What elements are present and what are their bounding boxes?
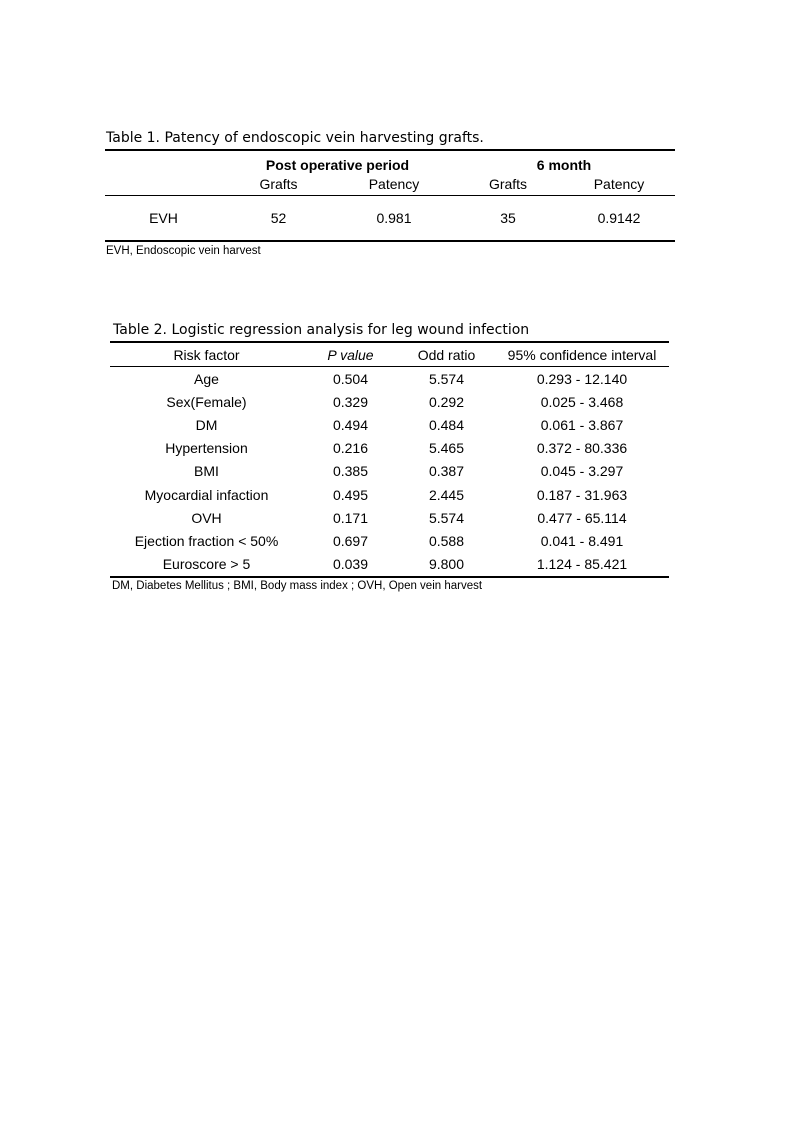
odd-ratio-cell: 0.387 bbox=[428, 463, 465, 480]
table-row bbox=[110, 437, 669, 460]
risk-factor-cell: BMI bbox=[194, 463, 219, 480]
subheader-patency: Patency bbox=[563, 173, 675, 196]
p-value-cell: 0.494 bbox=[332, 416, 369, 433]
odd-ratio-cell: 2.445 bbox=[428, 486, 465, 503]
subheader-patency: Patency bbox=[335, 173, 453, 196]
table-row bbox=[110, 413, 669, 436]
odd-ratio-cell: 0.292 bbox=[428, 393, 465, 410]
header-risk-factor: Risk factor bbox=[110, 342, 303, 367]
header-confidence-interval: 95% confidence interval bbox=[495, 342, 669, 367]
p-value-cell: 0.329 bbox=[332, 393, 369, 410]
table-row bbox=[105, 196, 675, 242]
header-p-value: P value bbox=[303, 342, 398, 367]
odd-ratio-cell: 5.574 bbox=[428, 509, 465, 526]
table1-subheader-row bbox=[105, 173, 675, 196]
odd-ratio-cell: 9.800 bbox=[428, 556, 465, 573]
table-cell: 52 bbox=[270, 210, 287, 226]
ci-cell: 0.061 - 3.867 bbox=[540, 416, 624, 433]
p-value-cell: 0.495 bbox=[332, 486, 369, 503]
risk-factor-cell: Age bbox=[194, 370, 219, 387]
odd-ratio-cell: 0.484 bbox=[428, 416, 465, 433]
table-row bbox=[110, 553, 669, 577]
table-row bbox=[110, 506, 669, 529]
odd-ratio-cell: 0.588 bbox=[428, 532, 465, 549]
ci-cell: 1.124 - 85.421 bbox=[536, 556, 628, 573]
ci-cell: 0.025 - 3.468 bbox=[540, 393, 624, 410]
row-label: EVH bbox=[149, 210, 178, 226]
risk-factor-cell: Sex(Female) bbox=[166, 393, 247, 410]
risk-factor-cell: OVH bbox=[191, 509, 222, 526]
p-value-cell: 0.697 bbox=[332, 532, 369, 549]
patency-table bbox=[105, 149, 675, 242]
table2-caption: Table 2. Logistic regression analysis for leg wound infection bbox=[113, 322, 530, 338]
p-value-cell: 0.216 bbox=[332, 440, 369, 457]
group-header-6-month: 6 month bbox=[536, 157, 592, 173]
ci-cell: 0.045 - 3.297 bbox=[540, 463, 624, 480]
regression-table bbox=[110, 341, 669, 578]
p-value-cell: 0.385 bbox=[332, 463, 369, 480]
p-value-cell: 0.039 bbox=[332, 556, 369, 573]
table-row bbox=[110, 390, 669, 413]
p-value-cell: 0.504 bbox=[332, 370, 369, 387]
header-odd-ratio: Odd ratio bbox=[398, 342, 495, 367]
ci-cell: 0.293 - 12.140 bbox=[536, 370, 628, 387]
subheader-grafts: Grafts bbox=[222, 173, 335, 196]
table1-corner-cell bbox=[105, 150, 222, 173]
table1-caption: Table 1. Patency of endoscopic vein harvesting grafts. bbox=[106, 130, 484, 146]
ci-cell: 0.187 - 31.963 bbox=[536, 486, 628, 503]
table-cell: 0.9142 bbox=[597, 210, 641, 226]
p-value-cell: 0.171 bbox=[332, 509, 369, 526]
odd-ratio-cell: 5.574 bbox=[428, 370, 465, 387]
table1-group-row bbox=[105, 150, 675, 173]
table2-footnote: DM, Diabetes Mellitus ; BMI, Body mass index ; OVH, Open vein harvest bbox=[112, 580, 483, 592]
risk-factor-cell: Myocardial infaction bbox=[144, 486, 269, 503]
ci-cell: 0.477 - 65.114 bbox=[537, 509, 627, 526]
group-header-post-operative: Post operative period bbox=[265, 157, 410, 173]
table1-footnote: EVH, Endoscopic vein harvest bbox=[106, 245, 261, 257]
table-row bbox=[110, 460, 669, 483]
table-row bbox=[110, 483, 669, 506]
subheader-grafts: Grafts bbox=[453, 173, 563, 196]
table-row bbox=[110, 529, 669, 552]
table-row bbox=[110, 367, 669, 391]
risk-factor-cell: DM bbox=[195, 416, 218, 433]
ci-cell: 0.372 - 80.336 bbox=[536, 440, 628, 457]
table-cell: 0.981 bbox=[376, 210, 412, 226]
risk-factor-cell: Euroscore > 5 bbox=[162, 556, 251, 573]
risk-factor-cell: Ejection fraction < 50% bbox=[134, 532, 279, 549]
table2-header-row bbox=[110, 342, 669, 367]
table-cell: 35 bbox=[500, 210, 516, 226]
ci-cell: 0.041 - 8.491 bbox=[540, 532, 624, 549]
table1-subheader-empty bbox=[105, 173, 222, 196]
risk-factor-cell: Hypertension bbox=[165, 440, 248, 457]
odd-ratio-cell: 5.465 bbox=[428, 440, 465, 457]
